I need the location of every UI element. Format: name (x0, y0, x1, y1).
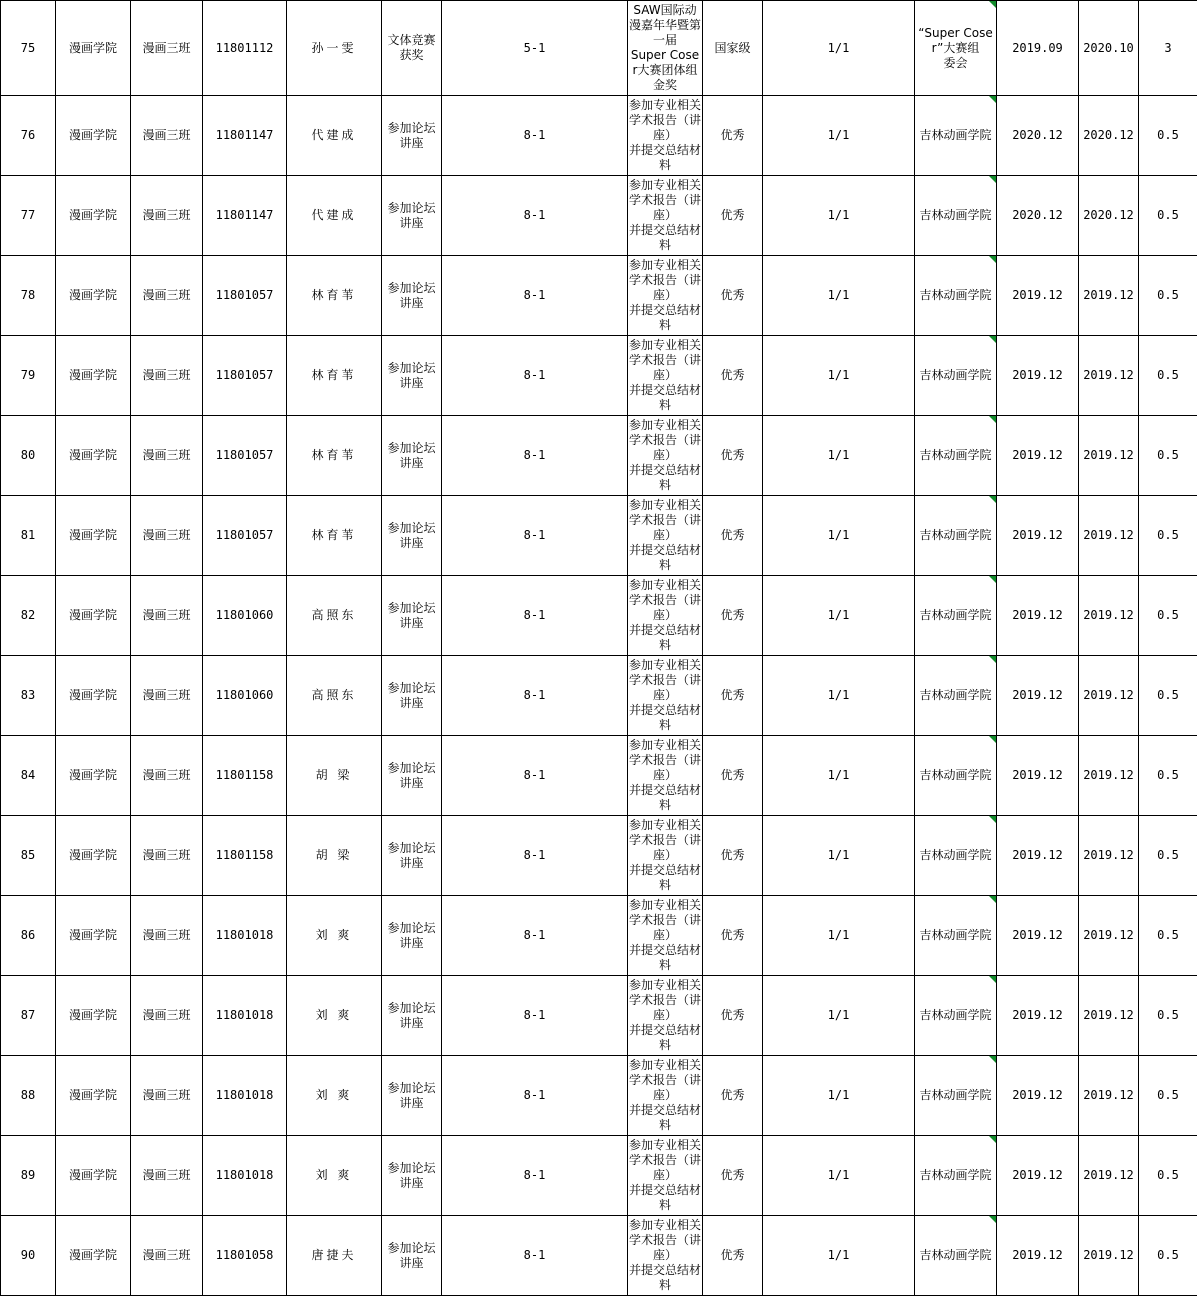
cell-student-name: 高照东 (287, 576, 382, 656)
cell-level-code: 8-1 (442, 416, 628, 496)
cell-student-id: 11801112 (203, 1, 287, 96)
cell-confirm-date: 2019.12 (1079, 896, 1139, 976)
cell-category: 参加论坛讲座 (382, 96, 442, 176)
cell-achievement: 参加专业相关学术报告（讲座） 并提交总结材料 (628, 896, 703, 976)
cell-confirm-date: 2019.12 (1079, 336, 1139, 416)
cell-student-id: 11801060 (203, 656, 287, 736)
cell-achievement: 参加专业相关学术报告（讲座） 并提交总结材料 (628, 336, 703, 416)
cell-student-id: 11801018 (203, 896, 287, 976)
cell-grade: 优秀 (703, 896, 763, 976)
cell-level-code: 8-1 (442, 976, 628, 1056)
cell-obtain-date: 2019.12 (997, 656, 1079, 736)
cell-confirm-date: 2019.12 (1079, 496, 1139, 576)
cell-class: 漫画三班 (131, 1216, 203, 1296)
cell-college: 漫画学院 (56, 176, 131, 256)
table-row[interactable] (1, 1216, 1197, 1296)
cell-rank: 1/1 (763, 896, 915, 976)
cell-college: 漫画学院 (56, 976, 131, 1056)
cell-college: 漫画学院 (56, 416, 131, 496)
cell-achievement: 参加专业相关学术报告（讲座） 并提交总结材料 (628, 496, 703, 576)
cell-student-name: 林育苇 (287, 496, 382, 576)
cell-achievement: 参加专业相关学术报告（讲座） 并提交总结材料 (628, 1216, 703, 1296)
table-row[interactable] (1, 976, 1197, 1056)
cell-class: 漫画三班 (131, 736, 203, 816)
cell-student-name: 高照东 (287, 656, 382, 736)
cell-grade: 优秀 (703, 496, 763, 576)
cell-category: 文体竞赛获奖 (382, 1, 442, 96)
cell-score: 0.5 (1139, 1136, 1197, 1216)
table-row[interactable] (1, 576, 1197, 656)
cell-score: 0.5 (1139, 1216, 1197, 1296)
cell-score: 0.5 (1139, 96, 1197, 176)
cell-serial-number: 89 (1, 1136, 56, 1216)
cell-category: 参加论坛讲座 (382, 416, 442, 496)
cell-achievement: 参加专业相关学术报告（讲座） 并提交总结材料 (628, 176, 703, 256)
cell-student-name: 胡 梁 (287, 816, 382, 896)
cell-serial-number: 90 (1, 1216, 56, 1296)
cell-rank: 1/1 (763, 976, 915, 1056)
cell-confirm-date: 2019.12 (1079, 816, 1139, 896)
cell-class: 漫画三班 (131, 1136, 203, 1216)
cell-issuer: 吉林动画学院 (915, 816, 997, 896)
table-row[interactable] (1, 256, 1197, 336)
table-row[interactable] (1, 1056, 1197, 1136)
table-row[interactable] (1, 736, 1197, 816)
cell-confirm-date: 2019.12 (1079, 256, 1139, 336)
cell-student-name: 刘 爽 (287, 976, 382, 1056)
cell-level-code: 5-1 (442, 1, 628, 96)
cell-grade: 优秀 (703, 1136, 763, 1216)
cell-confirm-date: 2019.12 (1079, 1136, 1139, 1216)
cell-level-code: 8-1 (442, 656, 628, 736)
table-body (1, 1, 1197, 1296)
cell-issuer: 吉林动画学院 (915, 1136, 997, 1216)
cell-score: 0.5 (1139, 976, 1197, 1056)
cell-serial-number: 83 (1, 656, 56, 736)
cell-score: 3 (1139, 1, 1197, 96)
cell-rank: 1/1 (763, 496, 915, 576)
cell-student-id: 11801158 (203, 736, 287, 816)
cell-rank: 1/1 (763, 656, 915, 736)
cell-student-id: 11801018 (203, 1136, 287, 1216)
cell-category: 参加论坛讲座 (382, 816, 442, 896)
cell-grade: 优秀 (703, 1216, 763, 1296)
table-row[interactable] (1, 816, 1197, 896)
cell-achievement: 参加专业相关学术报告（讲座） 并提交总结材料 (628, 416, 703, 496)
cell-obtain-date: 2020.12 (997, 176, 1079, 256)
cell-college: 漫画学院 (56, 496, 131, 576)
cell-achievement: 参加专业相关学术报告（讲座） 并提交总结材料 (628, 1056, 703, 1136)
cell-serial-number: 85 (1, 816, 56, 896)
cell-issuer: 吉林动画学院 (915, 976, 997, 1056)
cell-student-id: 11801057 (203, 256, 287, 336)
cell-confirm-date: 2019.12 (1079, 656, 1139, 736)
cell-class: 漫画三班 (131, 816, 203, 896)
cell-issuer: 吉林动画学院 (915, 496, 997, 576)
cell-student-id: 11801058 (203, 1216, 287, 1296)
cell-student-id: 11801057 (203, 496, 287, 576)
cell-grade: 优秀 (703, 336, 763, 416)
cell-level-code: 8-1 (442, 1136, 628, 1216)
cell-rank: 1/1 (763, 1, 915, 96)
cell-obtain-date: 2020.12 (997, 96, 1079, 176)
cell-serial-number: 80 (1, 416, 56, 496)
cell-obtain-date: 2019.12 (997, 416, 1079, 496)
cell-achievement: 参加专业相关学术报告（讲座） 并提交总结材料 (628, 816, 703, 896)
cell-obtain-date: 2019.12 (997, 816, 1079, 896)
cell-college: 漫画学院 (56, 1, 131, 96)
cell-achievement: 参加专业相关学术报告（讲座） 并提交总结材料 (628, 256, 703, 336)
cell-obtain-date: 2019.12 (997, 576, 1079, 656)
cell-grade: 优秀 (703, 976, 763, 1056)
cell-level-code: 8-1 (442, 256, 628, 336)
cell-category: 参加论坛讲座 (382, 336, 442, 416)
cell-rank: 1/1 (763, 736, 915, 816)
cell-rank: 1/1 (763, 1216, 915, 1296)
cell-college: 漫画学院 (56, 576, 131, 656)
cell-achievement: 参加专业相关学术报告（讲座） 并提交总结材料 (628, 1136, 703, 1216)
cell-level-code: 8-1 (442, 96, 628, 176)
cell-serial-number: 75 (1, 1, 56, 96)
cell-grade: 优秀 (703, 176, 763, 256)
cell-student-id: 11801147 (203, 96, 287, 176)
cell-score: 0.5 (1139, 176, 1197, 256)
cell-grade: 优秀 (703, 416, 763, 496)
cell-confirm-date: 2019.12 (1079, 416, 1139, 496)
cell-rank: 1/1 (763, 1136, 915, 1216)
cell-score: 0.5 (1139, 416, 1197, 496)
cell-grade: 优秀 (703, 816, 763, 896)
cell-issuer: 吉林动画学院 (915, 416, 997, 496)
cell-achievement: SAW国际动漫嘉年华暨第一届 Super Coser大赛团体组金奖 (628, 1, 703, 96)
cell-obtain-date: 2019.12 (997, 736, 1079, 816)
cell-college: 漫画学院 (56, 816, 131, 896)
cell-obtain-date: 2019.12 (997, 976, 1079, 1056)
cell-obtain-date: 2019.12 (997, 496, 1079, 576)
cell-issuer: 吉林动画学院 (915, 736, 997, 816)
cell-confirm-date: 2019.12 (1079, 736, 1139, 816)
cell-level-code: 8-1 (442, 736, 628, 816)
cell-achievement: 参加专业相关学术报告（讲座） 并提交总结材料 (628, 656, 703, 736)
cell-issuer: 吉林动画学院 (915, 1056, 997, 1136)
cell-issuer: 吉林动画学院 (915, 656, 997, 736)
cell-student-name: 林育苇 (287, 336, 382, 416)
cell-serial-number: 76 (1, 96, 56, 176)
cell-category: 参加论坛讲座 (382, 576, 442, 656)
cell-obtain-date: 2019.12 (997, 896, 1079, 976)
cell-score: 0.5 (1139, 256, 1197, 336)
cell-obtain-date: 2019.12 (997, 336, 1079, 416)
cell-obtain-date: 2019.12 (997, 1216, 1079, 1296)
table-row[interactable] (1, 416, 1197, 496)
cell-serial-number: 87 (1, 976, 56, 1056)
cell-score: 0.5 (1139, 656, 1197, 736)
cell-issuer: “Super Coser”大赛组 委会 (915, 1, 997, 96)
cell-category: 参加论坛讲座 (382, 1216, 442, 1296)
cell-grade: 优秀 (703, 736, 763, 816)
cell-class: 漫画三班 (131, 256, 203, 336)
cell-college: 漫画学院 (56, 256, 131, 336)
cell-rank: 1/1 (763, 416, 915, 496)
cell-category: 参加论坛讲座 (382, 176, 442, 256)
cell-serial-number: 84 (1, 736, 56, 816)
cell-category: 参加论坛讲座 (382, 496, 442, 576)
cell-rank: 1/1 (763, 1056, 915, 1136)
cell-score: 0.5 (1139, 576, 1197, 656)
cell-serial-number: 81 (1, 496, 56, 576)
cell-student-name: 代建成 (287, 96, 382, 176)
cell-category: 参加论坛讲座 (382, 256, 442, 336)
cell-confirm-date: 2019.12 (1079, 1216, 1139, 1296)
cell-grade: 优秀 (703, 656, 763, 736)
cell-issuer: 吉林动画学院 (915, 1216, 997, 1296)
cell-confirm-date: 2020.12 (1079, 96, 1139, 176)
cell-category: 参加论坛讲座 (382, 896, 442, 976)
cell-level-code: 8-1 (442, 176, 628, 256)
cell-serial-number: 79 (1, 336, 56, 416)
cell-confirm-date: 2019.12 (1079, 976, 1139, 1056)
cell-rank: 1/1 (763, 176, 915, 256)
cell-college: 漫画学院 (56, 896, 131, 976)
cell-category: 参加论坛讲座 (382, 976, 442, 1056)
cell-grade: 国家级 (703, 1, 763, 96)
cell-class: 漫画三班 (131, 496, 203, 576)
cell-class: 漫画三班 (131, 336, 203, 416)
cell-obtain-date: 2019.12 (997, 1136, 1079, 1216)
cell-grade: 优秀 (703, 1056, 763, 1136)
cell-serial-number: 86 (1, 896, 56, 976)
cell-issuer: 吉林动画学院 (915, 576, 997, 656)
cell-student-id: 11801057 (203, 336, 287, 416)
cell-student-name: 胡 梁 (287, 736, 382, 816)
cell-score: 0.5 (1139, 736, 1197, 816)
cell-level-code: 8-1 (442, 1056, 628, 1136)
cell-confirm-date: 2019.12 (1079, 576, 1139, 656)
cell-rank: 1/1 (763, 576, 915, 656)
cell-obtain-date: 2019.09 (997, 1, 1079, 96)
cell-class: 漫画三班 (131, 656, 203, 736)
cell-college: 漫画学院 (56, 1136, 131, 1216)
table-row[interactable] (1, 1136, 1197, 1216)
cell-student-id: 11801057 (203, 416, 287, 496)
cell-student-name: 唐捷夫 (287, 1216, 382, 1296)
cell-class: 漫画三班 (131, 1056, 203, 1136)
cell-student-id: 11801018 (203, 976, 287, 1056)
cell-score: 0.5 (1139, 336, 1197, 416)
cell-college: 漫画学院 (56, 656, 131, 736)
cell-achievement: 参加专业相关学术报告（讲座） 并提交总结材料 (628, 736, 703, 816)
cell-grade: 优秀 (703, 576, 763, 656)
cell-student-name: 林育苇 (287, 256, 382, 336)
cell-level-code: 8-1 (442, 496, 628, 576)
table-row[interactable] (1, 96, 1197, 176)
table-row[interactable] (1, 1, 1197, 96)
cell-rank: 1/1 (763, 816, 915, 896)
cell-score: 0.5 (1139, 896, 1197, 976)
cell-confirm-date: 2019.12 (1079, 1056, 1139, 1136)
cell-student-name: 林育苇 (287, 416, 382, 496)
cell-student-id: 11801147 (203, 176, 287, 256)
cell-category: 参加论坛讲座 (382, 1136, 442, 1216)
cell-class: 漫画三班 (131, 416, 203, 496)
cell-class: 漫画三班 (131, 96, 203, 176)
cell-confirm-date: 2020.12 (1079, 176, 1139, 256)
cell-student-id: 11801158 (203, 816, 287, 896)
cell-student-name: 刘 爽 (287, 1056, 382, 1136)
cell-achievement: 参加专业相关学术报告（讲座） 并提交总结材料 (628, 96, 703, 176)
cell-student-name: 代建成 (287, 176, 382, 256)
cell-level-code: 8-1 (442, 1216, 628, 1296)
cell-serial-number: 82 (1, 576, 56, 656)
cell-level-code: 8-1 (442, 896, 628, 976)
cell-rank: 1/1 (763, 96, 915, 176)
cell-college: 漫画学院 (56, 96, 131, 176)
cell-student-name: 刘 爽 (287, 896, 382, 976)
cell-issuer: 吉林动画学院 (915, 896, 997, 976)
cell-student-id: 11801060 (203, 576, 287, 656)
cell-level-code: 8-1 (442, 816, 628, 896)
cell-issuer: 吉林动画学院 (915, 256, 997, 336)
cell-grade: 优秀 (703, 256, 763, 336)
cell-class: 漫画三班 (131, 976, 203, 1056)
cell-class: 漫画三班 (131, 176, 203, 256)
cell-student-id: 11801018 (203, 1056, 287, 1136)
cell-college: 漫画学院 (56, 736, 131, 816)
table-row[interactable] (1, 656, 1197, 736)
table-row[interactable] (1, 896, 1197, 976)
table-row[interactable] (1, 336, 1197, 416)
cell-score: 0.5 (1139, 1056, 1197, 1136)
cell-score: 0.5 (1139, 816, 1197, 896)
cell-category: 参加论坛讲座 (382, 656, 442, 736)
cell-achievement: 参加专业相关学术报告（讲座） 并提交总结材料 (628, 576, 703, 656)
cell-category: 参加论坛讲座 (382, 1056, 442, 1136)
cell-college: 漫画学院 (56, 1216, 131, 1296)
cell-issuer: 吉林动画学院 (915, 176, 997, 256)
cell-rank: 1/1 (763, 256, 915, 336)
table-row[interactable] (1, 496, 1197, 576)
cell-class: 漫画三班 (131, 576, 203, 656)
cell-grade: 优秀 (703, 96, 763, 176)
cell-class: 漫画三班 (131, 896, 203, 976)
cell-college: 漫画学院 (56, 336, 131, 416)
cell-serial-number: 88 (1, 1056, 56, 1136)
table-row[interactable] (1, 176, 1197, 256)
cell-college: 漫画学院 (56, 1056, 131, 1136)
cell-category: 参加论坛讲座 (382, 736, 442, 816)
cell-class: 漫画三班 (131, 1, 203, 96)
cell-student-name: 孙一雯 (287, 1, 382, 96)
cell-rank: 1/1 (763, 336, 915, 416)
cell-issuer: 吉林动画学院 (915, 96, 997, 176)
cell-student-name: 刘 爽 (287, 1136, 382, 1216)
cell-score: 0.5 (1139, 496, 1197, 576)
cell-level-code: 8-1 (442, 576, 628, 656)
cell-issuer: 吉林动画学院 (915, 336, 997, 416)
cell-serial-number: 77 (1, 176, 56, 256)
cell-obtain-date: 2019.12 (997, 1056, 1079, 1136)
cell-serial-number: 78 (1, 256, 56, 336)
cell-confirm-date: 2020.10 (1079, 1, 1139, 96)
cell-achievement: 参加专业相关学术报告（讲座） 并提交总结材料 (628, 976, 703, 1056)
cell-obtain-date: 2019.12 (997, 256, 1079, 336)
cell-level-code: 8-1 (442, 336, 628, 416)
